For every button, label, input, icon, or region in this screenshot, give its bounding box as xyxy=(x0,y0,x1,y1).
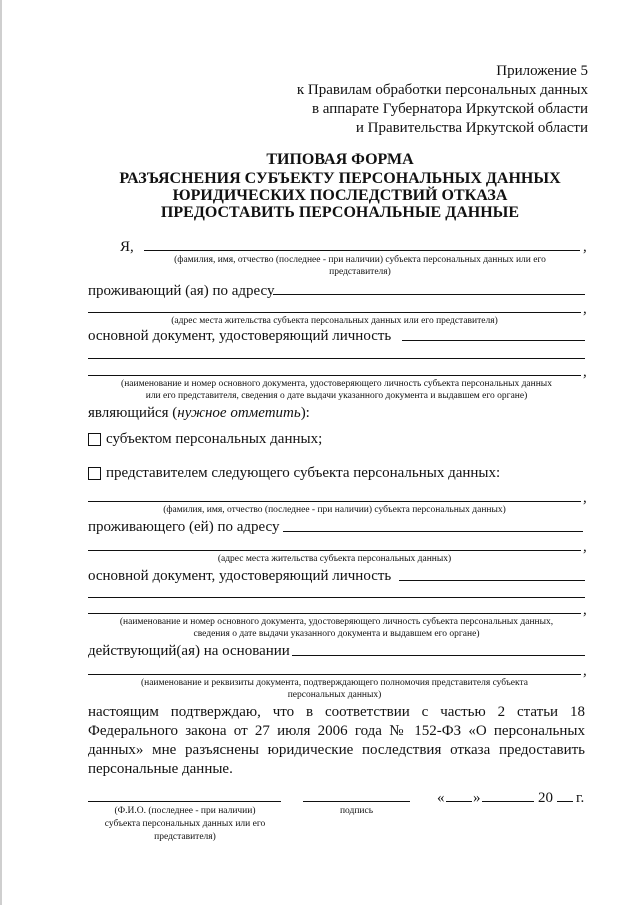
represented-document-field-2[interactable] xyxy=(88,597,585,598)
subject-document-field-2[interactable] xyxy=(88,358,585,359)
annex-office: в аппарате Губернатора Иркутской области xyxy=(311,101,588,117)
basis-caption-2: персональных данных) xyxy=(287,690,382,700)
subject-document-label: основной документ, удостоверяющий личность xyxy=(88,328,392,344)
date-day-field[interactable] xyxy=(446,801,472,802)
represented-address-field-2[interactable] xyxy=(88,550,581,551)
basis-caption: (наименование и реквизиты документа, подтверждающего полномочия представителя субъекта xyxy=(140,678,529,688)
comma: , xyxy=(583,602,587,618)
date-month-field[interactable] xyxy=(482,801,534,802)
comma: , xyxy=(583,364,587,380)
subject-address-label: проживающий (ая) по адресу xyxy=(88,283,275,299)
subject-address-field[interactable] xyxy=(273,294,585,295)
signer-fio-caption-2: субъекта персональных данных или его xyxy=(104,819,266,829)
status-label: являющийся (нужное отметить): xyxy=(88,405,310,421)
represented-document-field[interactable] xyxy=(399,580,585,581)
option-representative-label: представителем следующего субъекта персональных данных: xyxy=(106,465,501,481)
date-open-quote: « xyxy=(437,790,445,806)
subject-fio-field[interactable] xyxy=(144,250,580,251)
representative-checkbox[interactable] xyxy=(88,467,101,480)
date-year-suffix: г. xyxy=(576,790,585,806)
represented-address-caption: (адрес места жительства субъекта персональных данных) xyxy=(217,554,452,564)
comma: , xyxy=(583,663,587,679)
annex-government: и Правительства Иркутской области xyxy=(355,120,588,136)
subject-document-caption: (наименование и номер основного документа, удостоверяющего личность субъекта персональных данных xyxy=(121,379,552,389)
signature-field[interactable] xyxy=(303,801,410,802)
option-subject-label: субъектом персональных данных; xyxy=(106,431,323,447)
i-label: Я, xyxy=(120,239,134,255)
basis-field[interactable] xyxy=(292,655,585,656)
signer-fio-caption: (Ф.И.О. (последнее - при наличии) xyxy=(114,806,256,816)
subject-checkbox[interactable] xyxy=(88,433,101,446)
statement-line-4: персональные данные. xyxy=(88,761,233,777)
statement-line-2: Федерального закона от 27 июля 2006 года № 152-ФЗ «О персональных xyxy=(88,723,585,739)
represented-fio-field[interactable] xyxy=(88,501,581,502)
comma: , xyxy=(583,301,587,317)
subject-fio-caption-2: представителя) xyxy=(329,267,391,277)
basis-field-2[interactable] xyxy=(88,674,581,675)
subject-fio-caption: (фамилия, имя, отчество (последнее - при наличии) субъекта персональных данных или его xyxy=(174,255,546,265)
comma: , xyxy=(583,239,587,255)
represented-document-caption: (наименование и номер основного документа, удостоверяющего личность субъекта персональных данных, xyxy=(119,617,554,627)
signer-fio-caption-3: представителя) xyxy=(154,832,216,842)
subject-address-caption: (адрес места жительства субъекта персональных данных или его представителя) xyxy=(171,316,498,326)
signature-caption: подпись xyxy=(339,806,374,816)
comma: , xyxy=(583,539,587,555)
title-line-1: ТИПОВАЯ ФОРМА xyxy=(266,151,414,168)
statement-line-1: настоящим подтверждаю, что в соответствии с частью 2 статьи 18 xyxy=(88,704,585,720)
represented-document-caption-2: сведения о дате выдачи указанного документа и выдавшем его органе) xyxy=(193,629,480,639)
annex-rules: к Правилам обработки персональных данных xyxy=(296,82,588,98)
statement-line-3: данных» мне разъяснены юридические последствия отказа предоставить xyxy=(88,742,585,758)
subject-address-field-2[interactable] xyxy=(88,312,581,313)
subject-document-field[interactable] xyxy=(402,340,585,341)
represented-fio-caption: (фамилия, имя, отчество (последнее - при наличии) субъекта персональных данных) xyxy=(163,505,506,515)
title-line-2: РАЗЪЯСНЕНИЯ СУБЪЕКТУ ПЕРСОНАЛЬНЫХ ДАННЫХ xyxy=(119,170,561,187)
subject-document-caption-2: или его представителя, сведения о дате выдачи указанного документа и выдавшем его органе) xyxy=(145,391,528,401)
date-year-prefix: 20 xyxy=(538,790,553,806)
page-edge xyxy=(0,0,2,905)
date-year-field[interactable] xyxy=(557,801,573,802)
represented-document-label: основной документ, удостоверяющий личность xyxy=(88,568,392,584)
represented-document-field-3[interactable] xyxy=(88,613,581,614)
signer-fio-field[interactable] xyxy=(88,801,281,802)
represented-address-field[interactable] xyxy=(283,531,583,532)
annex-number: Приложение 5 xyxy=(496,63,588,79)
title-line-3: ЮРИДИЧЕСКИХ ПОСЛЕДСТВИЙ ОТКАЗА xyxy=(172,187,508,204)
represented-address-label: проживающего (ей) по адресу xyxy=(88,519,280,535)
basis-label: действующий(ая) на основании xyxy=(88,643,290,659)
title-line-4: ПРЕДОСТАВИТЬ ПЕРСОНАЛЬНЫЕ ДАННЫЕ xyxy=(160,204,520,221)
subject-document-field-3[interactable] xyxy=(88,375,581,376)
date-close-quote: » xyxy=(473,790,481,806)
comma: , xyxy=(583,490,587,506)
